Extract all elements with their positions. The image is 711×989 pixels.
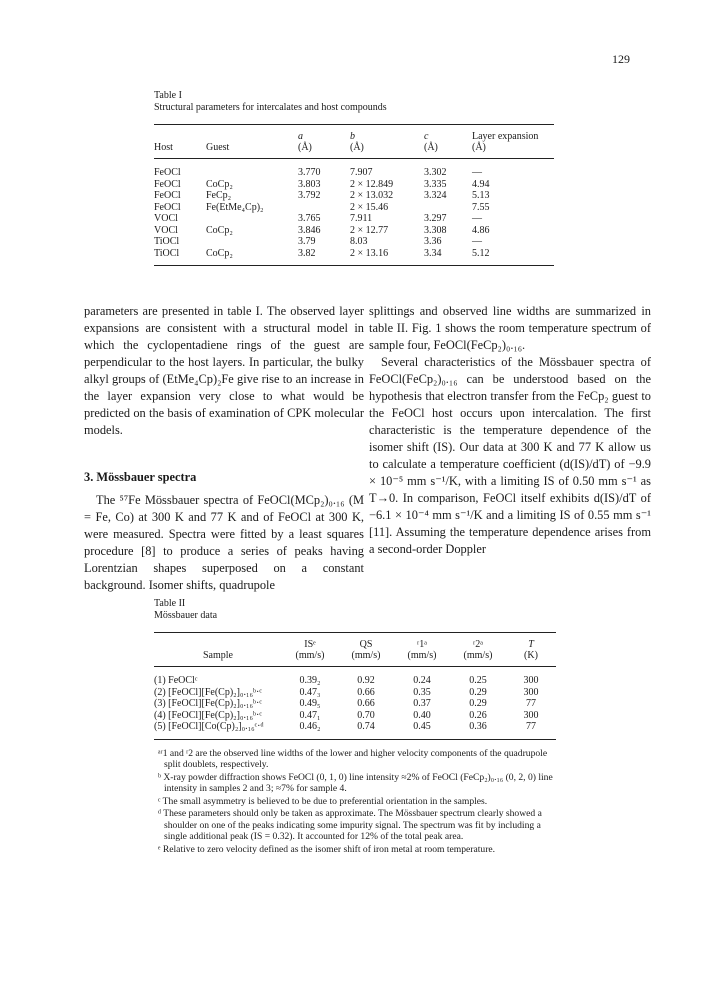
footnote: ᵉ Relative to zero velocity defined as the isomer shift of iron metal at room temperature. bbox=[158, 843, 496, 855]
footnote: ᵃʳ1 and ʳ2 are the observed line widths of the lower and higher velocity components of the quadrupole split doublets, respectively. bbox=[158, 747, 548, 770]
table-cell: 3.36 bbox=[424, 236, 442, 247]
unit-b: (Å) bbox=[350, 142, 424, 159]
table-cell: 4.94 bbox=[472, 178, 490, 190]
table-cell: 2 × 12.77 bbox=[350, 224, 389, 236]
table-cell: 3.765 bbox=[298, 213, 321, 224]
unit-c: (Å) bbox=[424, 142, 472, 159]
table-cell: VOCl bbox=[154, 224, 178, 236]
table-cell: — bbox=[472, 213, 482, 224]
table-cell: 0.92 bbox=[357, 675, 375, 686]
table-row bbox=[154, 159, 554, 179]
col-sample: Sample bbox=[154, 650, 282, 667]
table-cell: Fe(EtMe₄Cp)₂ bbox=[206, 201, 264, 213]
table-cell: TiOCl bbox=[154, 248, 206, 266]
table-cell bbox=[206, 236, 298, 248]
table-cell: 3.803 bbox=[298, 178, 321, 190]
table-cell: 3.302 bbox=[424, 167, 447, 178]
table-cell: 0.66 bbox=[357, 698, 375, 709]
table-cell: 2 × 13.16 bbox=[350, 248, 424, 266]
col-b: b bbox=[350, 125, 424, 143]
table-2-title: Mössbauer data bbox=[154, 610, 218, 621]
table-cell: FeOCl bbox=[154, 201, 181, 213]
table-cell: 0.47₁ bbox=[299, 709, 321, 721]
table-cell: 7.55 bbox=[472, 201, 490, 213]
table-row bbox=[154, 698, 556, 710]
table-cell bbox=[424, 202, 472, 214]
unit-t: (K) bbox=[506, 650, 556, 667]
table-cell: VOCl bbox=[154, 213, 178, 224]
unit-layer: (Å) bbox=[472, 142, 554, 159]
table-cell: 0.47₃ bbox=[299, 686, 321, 698]
table-row bbox=[154, 236, 554, 248]
table-cell: 5.12 bbox=[472, 248, 554, 266]
table-cell: 0.37 bbox=[413, 698, 431, 709]
table-cell: (3) [FeOCl][Fe(Cp)₂]₀.₁₆ᵇ·ᶜ bbox=[154, 698, 262, 709]
table-2-grid bbox=[154, 632, 556, 740]
unit-qs: (mm/s) bbox=[338, 650, 394, 667]
table-cell bbox=[206, 213, 298, 225]
table-cell: 3.335 bbox=[424, 178, 447, 190]
table-cell: 3.792 bbox=[298, 190, 321, 201]
unit-a: (Å) bbox=[298, 142, 350, 159]
table-cell: TiOCl bbox=[154, 236, 180, 247]
table-cell: 0.24 bbox=[413, 675, 431, 686]
table-cell: (5) [FeOCl][Co(Cp)₂]₀.₁₆ᶜ·ᵈ bbox=[154, 721, 282, 739]
table-2 bbox=[154, 598, 554, 856]
table-cell: FeOCl bbox=[154, 178, 181, 190]
table-cell: CoCp₂ bbox=[206, 224, 233, 236]
left-column bbox=[84, 303, 364, 594]
table-cell: (1) FeOClᶜ bbox=[154, 675, 198, 686]
table-row bbox=[154, 190, 554, 202]
table-cell: 3.34 bbox=[424, 248, 472, 266]
table-cell: (2) [FeOCl][Fe(Cp)₂]₀.₁₆ᵇ·ᶜ bbox=[154, 686, 262, 698]
table-cell: 0.40 bbox=[413, 709, 431, 721]
col-layer-expansion: Layer expansion bbox=[472, 125, 554, 143]
table-cell: 3.82 bbox=[298, 248, 350, 266]
footnote: ᵈ These parameters should only be taken as approximate. The Mössbauer spectrum clearly showed a shoulder on one of the peaks indicating some impurity signal. The spectrum was fit by including a single additional peak (IS = 0.32). It accounted for 12% of the total peak area. bbox=[158, 808, 542, 842]
table-row bbox=[154, 248, 554, 266]
table-cell: 0.36 bbox=[450, 721, 506, 739]
table-cell: 300 bbox=[523, 686, 539, 698]
col-a: a bbox=[298, 125, 350, 143]
table-cell: CoCp₂ bbox=[206, 248, 298, 266]
table-cell: 0.26 bbox=[469, 709, 487, 721]
table-cell: 0.29 bbox=[469, 698, 487, 709]
unit-r2: (mm/s) bbox=[450, 650, 506, 667]
table-cell: FeOCl bbox=[154, 190, 181, 201]
col-guest: Guest bbox=[206, 142, 298, 159]
table-cell: 3.308 bbox=[424, 224, 447, 236]
table-1-grid bbox=[154, 124, 554, 266]
table-cell: — bbox=[472, 236, 482, 247]
table-cell: 7.907 bbox=[350, 167, 373, 178]
table-row bbox=[154, 687, 556, 699]
table-cell: 77 bbox=[526, 698, 536, 709]
table-cell: 0.66 bbox=[357, 686, 375, 698]
table-cell: 3.324 bbox=[424, 190, 447, 201]
table-cell: (4) [FeOCl][Fe(Cp)₂]₀.₁₆ᵇ·ᶜ bbox=[154, 709, 262, 721]
col-c: c bbox=[424, 125, 472, 143]
table-row bbox=[154, 667, 556, 687]
col-host: Host bbox=[154, 142, 206, 159]
table-cell: FeOCl bbox=[154, 167, 181, 178]
table-cell: 300 bbox=[523, 675, 539, 686]
table-row bbox=[154, 202, 554, 214]
table-cell bbox=[206, 159, 298, 179]
col-qs: QS bbox=[338, 633, 394, 651]
table-cell: 7.911 bbox=[350, 213, 373, 224]
table-cell: 0.70 bbox=[357, 709, 375, 721]
table-cell: 3.297 bbox=[424, 213, 447, 224]
table-cell: 5.13 bbox=[472, 190, 490, 201]
table-1 bbox=[154, 90, 554, 266]
table-cell: 0.74 bbox=[338, 721, 394, 739]
table-cell: 0.35 bbox=[413, 686, 431, 698]
table-cell: 0.45 bbox=[394, 721, 450, 739]
table-2-footnotes bbox=[154, 748, 554, 856]
section-heading: 3. Mössbauer spectra bbox=[84, 470, 197, 484]
col-is: ISᵉ bbox=[282, 633, 338, 651]
footnote: ᵇ X-ray powder diffraction shows FeOCl (0, 1, 0) line intensity ≈2% of FeOCl (FeCp₂)₀.₁₆ (0, 2, 0) line intensity in samples 2 and 3; ≈7% for sample 4. bbox=[158, 771, 553, 794]
page-number: 129 bbox=[612, 52, 630, 66]
right-paragraph-1: splittings and observed line widths are summarized in table II. Fig. 1 shows the room temperature spectrum of sample four, FeOCl(FeCp₂)₀.₁₆. bbox=[369, 304, 651, 352]
table-cell: 4.86 bbox=[472, 224, 490, 236]
table-cell: 2 × 15.46 bbox=[350, 201, 389, 213]
unit-is: (mm/s) bbox=[282, 650, 338, 667]
table-cell: 3.79 bbox=[298, 236, 316, 247]
table-1-label: Table I bbox=[154, 90, 182, 101]
table-cell: 3.846 bbox=[298, 224, 321, 236]
table-row bbox=[154, 213, 554, 225]
left-paragraph-2: The ⁵⁷Fe Mössbauer spectra of FeOCl(MCp₂)₀.₁₆ (M = Fe, Co) at 300 K and 77 K and of FeOCl at 300 K, were measured. Spectra were fitted by a least squares procedure [8] to produce a series of peaks having Lorentzian shapes superposed on a constant background. Isomer shifts, quadrupole bbox=[84, 493, 364, 592]
unit-r1: (mm/s) bbox=[394, 650, 450, 667]
table-cell: 0.39₂ bbox=[299, 675, 321, 686]
table-2-label: Table II bbox=[154, 598, 186, 609]
table-cell: 2 × 13.032 bbox=[350, 190, 394, 201]
table-cell: 0.49₅ bbox=[299, 698, 321, 709]
right-paragraph-2: Several characteristics of the Mössbauer spectra of FeOCl(FeCp₂)₀.₁₆ can be understood based on the hypothesis that electron transfer from the FeCp₂ guest to the FeOCl host occurs upon intercalation. The first characteristic is the temperature dependence of the isomer shift (IS). Our data at 300 K and 77 K allow us to calculate a temperature coefficient (d(IS)/dT) of −9.9 × 10⁻⁵ mm s⁻¹/K, with a limiting IS of 0.50 mm s⁻¹ as T→0. In comparison, FeOCl itself exhibits d(IS)/dT of −6.1 × 10⁻⁴ mm s⁻¹/K and a limiting IS of 0.55 mm s⁻¹ [11]. Assuming the temperature dependence arises from a second-order Doppler bbox=[369, 355, 651, 556]
table-cell: 300 bbox=[523, 709, 539, 721]
table-cell: FeCp₂ bbox=[206, 190, 232, 201]
col-r2: ʳ2ᵃ bbox=[450, 633, 506, 651]
table-row bbox=[154, 225, 554, 237]
table-cell: — bbox=[472, 167, 482, 178]
table-cell: 0.29 bbox=[469, 686, 487, 698]
table-cell bbox=[298, 202, 350, 214]
table-cell: 2 × 12.849 bbox=[350, 178, 394, 190]
table-cell: 0.25 bbox=[469, 675, 487, 686]
table-row bbox=[154, 721, 556, 739]
col-t: T bbox=[506, 633, 556, 651]
table-cell: 8.03 bbox=[350, 236, 368, 247]
table-row bbox=[154, 179, 554, 191]
table-cell: 77 bbox=[506, 721, 556, 739]
right-column bbox=[369, 303, 651, 558]
left-paragraph-1: parameters are presented in table I. The observed layer expansions are consistent with a structural model in which the cyclopentadiene rings of the guest are perpendicular to the host layers. In particular, the bulky alkyl groups of (EtMe₄Cp)₂Fe give rise to an increase in the layer expansion very close to what would be predicted on the basis of examination of CPK molecular models. bbox=[84, 304, 364, 437]
table-1-title: Structural parameters for intercalates and host compounds bbox=[154, 102, 387, 113]
table-row bbox=[154, 710, 556, 722]
footnote: ᶜ The small asymmetry is believed to be due to preferential orientation in the samples. bbox=[158, 795, 488, 807]
table-cell: 3.770 bbox=[298, 167, 321, 178]
table-cell: CoCp₂ bbox=[206, 178, 233, 190]
table-cell: 0.46₂ bbox=[282, 721, 338, 739]
col-r1: ʳ1ᵃ bbox=[394, 633, 450, 651]
